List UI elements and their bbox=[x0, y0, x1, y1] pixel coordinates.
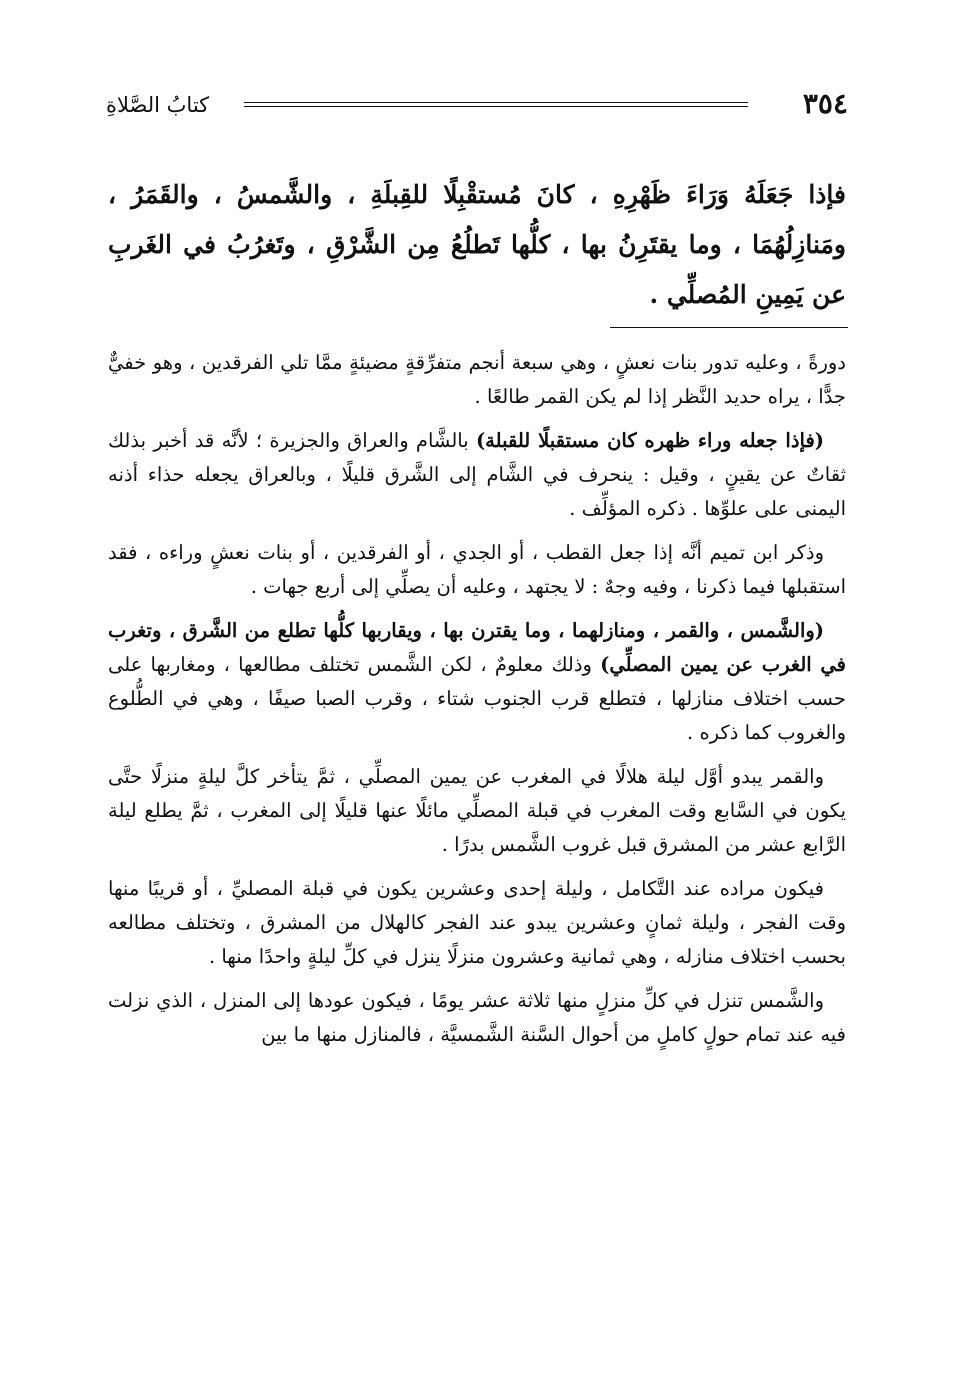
page-number: ٣٥٤ bbox=[802, 87, 848, 120]
commentary-paragraph: دورةً ، وعليه تدور بنات نعشٍ ، وهي سبعة أنجم متفرِّقةٍ مضيئةٍ ممَّا تلي الفرقدين ، وهو خفيٌّ جدًّا ، يراه حديد النَّظر إذا لم يكن القمر طالعًا . bbox=[108, 351, 846, 408]
commentary-text: بالشَّام والعراق والجزيرة ؛ لأنَّه قد أخبر بذلك ثقاتٌ عن يقينٍ ، وقيل : ينحرف في الشَّام إلى الشَّرق قليلًا ، وبالعراق يجعله حذاء أذنه اليمنى على علوِّها . ذكره المؤلِّف . bbox=[108, 429, 846, 520]
quoted-text: (فإذا جعله وراء ظهره كان مستقبلًا للقبلة) bbox=[475, 429, 824, 452]
commentary-paragraph: والشَّمس تنزل في كلِّ منزلٍ منها ثلاثة عشر يومًا ، فيكون عودها إلى المنزل ، الذي نزلت فيه عند تمام حولٍ كاملٍ من أحوال السَّنة الشَّمسيَّة ، فالمنازل منها ما بين bbox=[108, 989, 846, 1046]
header-rule bbox=[244, 102, 748, 107]
running-title: كتابُ الصَّلاةِ bbox=[106, 93, 210, 117]
commentary-paragraph: فيكون مراده عند التَّكامل ، وليلة إحدى وعشرين يكون في قبلة المصليِّ ، أو قريبًا منها وقت الفجر ، وليلة ثمانٍ وعشرين يبدو عند الفجر كالهلال من المشرق ، وتختلف مطالعه بحسب اختلاف منازله ، وهي ثمانية وعشرون منزلًا ينزل في كلِّ ليلةٍ واحدًا منها . bbox=[108, 877, 846, 968]
page-header bbox=[106, 84, 848, 128]
commentary-paragraph bbox=[108, 614, 846, 750]
commentary-paragraph: والقمر يبدو أوَّل ليلة هلالًا في المغرب عن يمين المصلِّي ، ثمَّ يتأخر كلَّ ليلةٍ منزلًا حتَّى يكون في السَّابع وقت المغرب في قبلة المصلِّي مائلًا عنها قليلًا إلى المغرب ، ثمَّ يطلع ليلة الرَّابع عشر من المشرق قبل غروب الشَّمس بدرًا . bbox=[108, 765, 846, 856]
quoted-text: (والشَّمس ، والقمر ، ومنازلهما ، وما يقترن بها ، ويقاربها كلُّها تطلع من الشَّرق ، وتغرب في الغرب عن يمين المصلِّي) bbox=[108, 619, 847, 676]
commentary-text: وذلك معلومٌ ، لكن الشَّمس تختلف مطالعها ، ومغاربها على حسب اختلاف منازلها ، فتطلع قرب الجنوب شتاء ، وقرب الصبا صيفًا ، وهي في الطُّلوع والغروب كما ذكره . bbox=[108, 653, 846, 744]
commentary bbox=[108, 346, 846, 1062]
commentary-paragraph bbox=[108, 424, 846, 526]
separator-rule bbox=[610, 327, 848, 328]
main-text: فإذا جَعَلَهُ وَرَاءَ ظَهْرِهِ ، كانَ مُستقْبِلًا للقِبلَةِ ، والشَّمسُ ، والقَمَرُ ، ومَنازِلُهُمَا ، وما يقتَرِنُ بها ، كلُّها تَطلُعُ مِن الشَّرْقِ ، وتَغرُبُ في الغَربِ عن يَمِينِ المُصلِّي . bbox=[108, 180, 846, 309]
commentary-paragraph: وذكر ابن تميم أنَّه إذا جعل القطب ، أو الجدي ، أو الفرقدين ، أو بنات نعشٍ وراءه ، فقد استقبلها فيما ذكرنا ، وفيه وجهٌ : لا يجتهد ، وعليه أن يصلِّي إلى أربع جهات . bbox=[108, 541, 846, 598]
